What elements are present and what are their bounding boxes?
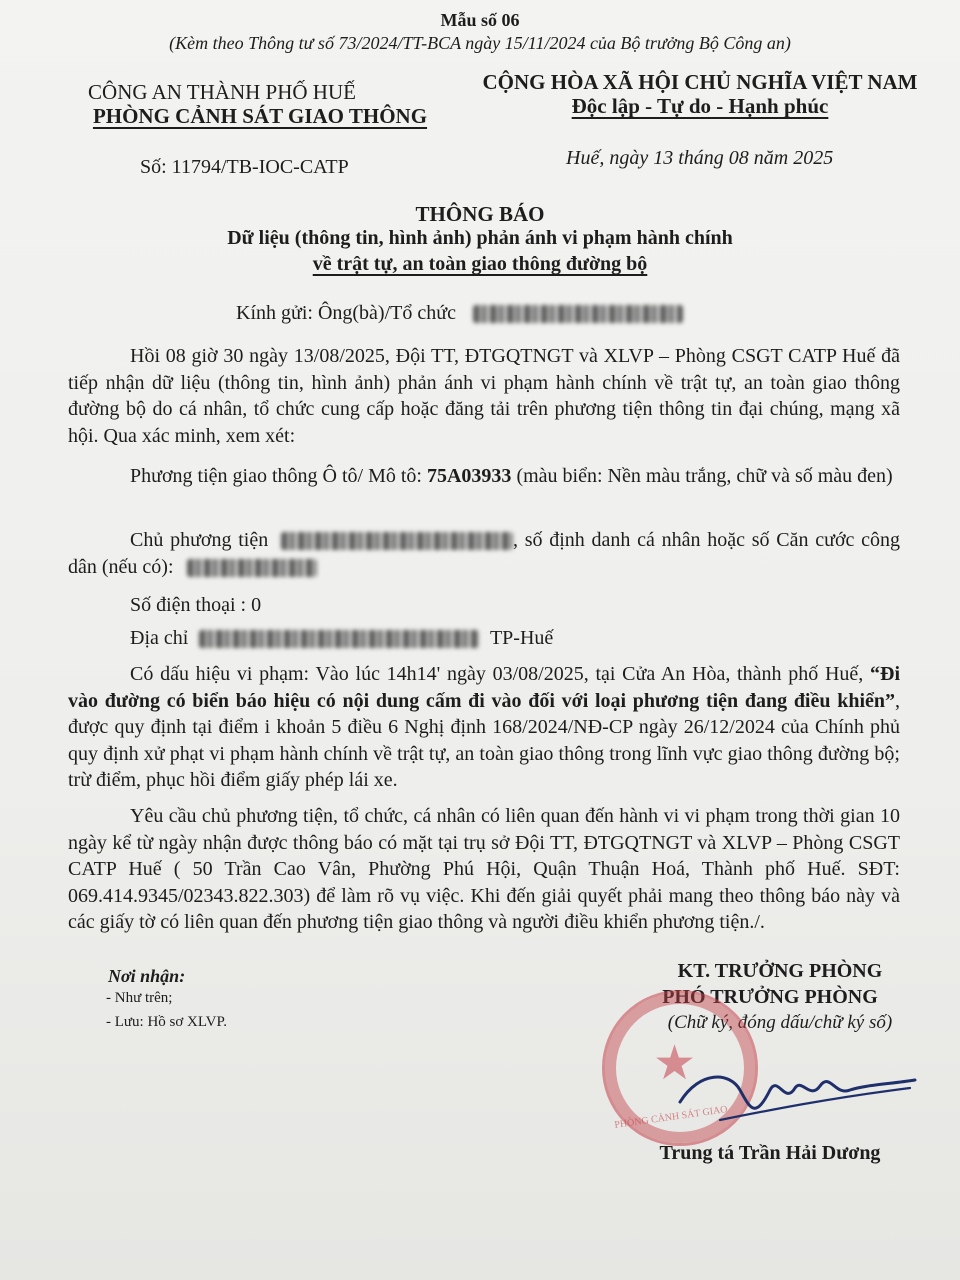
handwritten-signature: [660, 1050, 920, 1130]
recipients-title: Nơi nhận:: [108, 966, 186, 986]
nation-motto: Độc lập - Tự do - Hạnh phúc: [571, 94, 829, 118]
address-line: [130, 627, 553, 650]
recipient-label: Kính gửi: Ông(bà)/Tổ chức: [236, 302, 456, 324]
redacted-recipient: [473, 305, 683, 323]
document-number: Số: 11794/TB-IOC-CATP: [140, 156, 349, 178]
form-number: Mẫu số 06: [440, 10, 520, 30]
notice-subtitle-2: về trật tự, an toàn giao thông đường bộ: [312, 253, 648, 275]
nation-line1: CỘNG HÒA XÃ HỘI CHỦ NGHĨA VIỆT NAM: [482, 70, 918, 94]
phone-line: Số điện thoại : 0: [130, 594, 262, 616]
document-date: Huế, ngày 13 tháng 08 năm 2025: [566, 147, 834, 169]
notice-subtitle-1: Dữ liệu (thông tin, hình ảnh) phản ánh vi phạm hành chính: [227, 227, 733, 249]
redacted-owner-name: [281, 532, 513, 550]
address-label: Địa chỉ: [130, 627, 189, 649]
owner-paragraph: [68, 527, 900, 580]
recipient-line: [236, 302, 683, 325]
form-reference: (Kèm theo Thông tư số 73/2024/TT-BCA ngày 15/11/2024 của Bộ trưởng Bộ Công an): [169, 33, 791, 53]
intro-paragraph: Hồi 08 giờ 30 ngày 13/08/2025, Đội TT, ĐTGQTNGT và XLVP – Phòng CSGT CATP Huế đã tiếp nhận dữ liệu (thông tin, hình ảnh) phản ánh vi phạm hành chính về trật tự, an toàn giao thông đường bộ do cá nhân, tổ chức cung cấp hoặc đăng tải trên phương tiện thông tin đại chúng, mạng xã hội. Qua xác minh, xem xét:: [68, 345, 900, 447]
plate-color: (màu biển: Nền màu trắng, chữ và số màu đen): [516, 465, 893, 487]
seal-text: PHÒNG CẢNH SÁT GIAO: [613, 1104, 729, 1131]
signer-name: Trung tá Trần Hải Dương: [659, 1142, 881, 1164]
owner-label: Chủ phương tiện: [130, 529, 269, 551]
recipients-item-2: - Lưu: Hồ sơ XLVP.: [106, 1014, 227, 1030]
violation-description: “Đi vào đường có biển báo hiệu có nội dung cấm đi vào đối với loại phương tiện đang điều khiển”: [68, 663, 900, 712]
redacted-id-number: [187, 559, 317, 577]
vehicle-paragraph: [68, 463, 900, 490]
request-paragraph: Yêu cầu chủ phương tiện, tổ chức, cá nhân có liên quan đến hành vi vi phạm trong thời gian 10 ngày kể từ ngày nhận được thông báo có mặt tại trụ sở Đội TT, ĐTGQTNGT và XLVP – Phòng CSGT CATP Huế ( 50 Trần Cao Vân, Phường Phú Hội, Quận Thuận Hoá, Thành phố Huế. SĐT: 069.414.9345/02343.822.303) để làm rõ vụ việc. Khi đến giải quyết phải mang theo thông báo này và các giấy tờ có liên quan đến phương tiện giao thông và người điều khiển phương tiện./.: [68, 805, 900, 933]
agency-line1: CÔNG AN THÀNH PHỐ HUẾ: [88, 80, 356, 104]
signature-note: (Chữ ký, đóng dấu/chữ ký số): [667, 1012, 893, 1033]
address-city: TP-Huế: [489, 627, 554, 649]
violation-prefix: Có dấu hiệu vi phạm: Vào lúc 14h14' ngày 03/08/2025, tại Cửa An Hòa, thành phố Huế,: [130, 663, 864, 685]
seal-star-icon: ★: [653, 1037, 697, 1090]
vehicle-prefix: Phương tiện giao thông Ô tô/ Mô tô:: [130, 465, 422, 487]
violation-legal-basis: , được quy định tại điểm i khoản 5 điều 6 Nghị định 168/2024/NĐ-CP ngày 26/12/2024 của Chính phủ quy định xử phạt vi phạm hành chính về trật tự, an toàn giao thông trong lĩnh vực giao thông đường bộ; trừ điểm, phục hồi điểm giấy phép lái xe.: [68, 689, 900, 791]
recipients-item-1: - Như trên;: [106, 990, 173, 1006]
signature-title-1: KT. TRƯỞNG PHÒNG: [677, 960, 883, 982]
license-plate: 75A03933: [426, 465, 512, 487]
redacted-address: [199, 630, 479, 648]
agency-line2: PHÒNG CẢNH SÁT GIAO THÔNG: [92, 104, 428, 128]
owner-id-label: , số định danh cá nhân hoặc số Căn cước công dân (nếu có):: [68, 529, 901, 578]
violation-paragraph: [68, 661, 900, 794]
signature-title-2: PHÓ TRƯỞNG PHÒNG: [662, 986, 878, 1008]
notice-title: THÔNG BÁO: [415, 202, 545, 226]
